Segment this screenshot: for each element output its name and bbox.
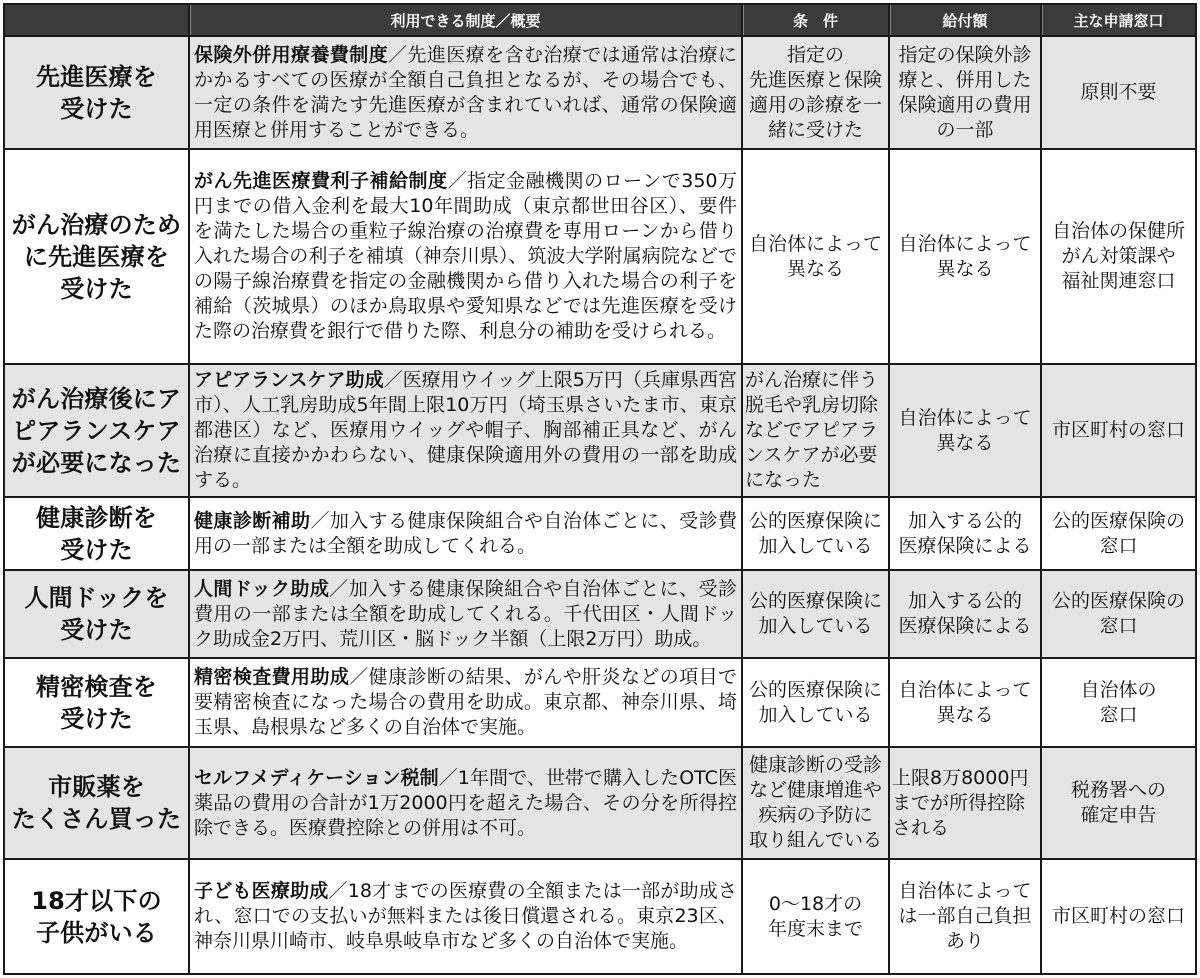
program-summary: ／健康診断の結果、がんや肝炎などの項目で要精密検査になった場合の費用を助成。東京都、神奈川県、埼玉県、島根県など多くの自治体で実施。	[194, 666, 737, 738]
office-cell	[1042, 498, 1195, 569]
benefits-table	[3, 3, 1197, 975]
condition-cell	[743, 748, 888, 858]
situation-cell	[5, 150, 188, 363]
condition-text: 健康診断の受診 など健康増進や 疾病の予防に 取り組んでいる	[748, 754, 882, 851]
benefit-text: 自治体によって 異なる	[898, 232, 1032, 280]
situation-label: 精密検査を 受けた	[36, 672, 157, 733]
program-summary: ／指定金融機関のローンで350万円までの借入金利を最大10年間助成（東京都世田谷区）、要件を満たした場合の重粒子線治療の治療費を専用ローンから借り入れた場合の利子を補填（神奈川県）、筑波大学附属病院などでの陽子線治療費を指定の金融機関から借り入れた場合の利子を補給（茨城県）のほか鳥取県や愛知県などでは先進医療を受けた際の治療費を銀行で借りた際、利息分の補助を受けられる。	[194, 170, 737, 342]
program-cell	[190, 748, 741, 858]
condition-text: 公的医療保険に 加入している	[748, 590, 882, 637]
situation-label: 先進医療を 受けた	[36, 62, 157, 123]
office-cell	[1042, 659, 1195, 746]
situation-cell	[5, 571, 188, 657]
program-cell	[190, 571, 741, 657]
condition-text: がん治療に伴う 脱毛や乳房切除 などでアピアラ ンスケアが必要 になった	[745, 369, 879, 491]
situation-cell	[5, 498, 188, 569]
condition-text: 公的医療保険に 加入している	[748, 678, 882, 726]
program-summary: ／18才までの医療費の全額または一部が助成され、窓口での支払いが無料または後日償還される。東京23区、神奈川県川崎市、岐阜県岐阜市など多くの自治体で実施。	[194, 880, 737, 952]
header-program: 利用できる制度／概要	[190, 5, 741, 35]
program-cell	[190, 365, 741, 496]
program-summary: ／医療用ウイッグ上限5万円（兵庫県西宮市）、人工乳房助成5年間上限10万円（埼玉県さいたま市、東京都港区）など、医療用ウイッグや帽子、胸部補正具など、がん治療に直接かかわらない、健康保険適用外の費用の一部を助成する。	[194, 369, 738, 491]
condition-cell	[743, 571, 888, 657]
program-title: 精密検査費用助成	[194, 666, 350, 688]
situation-cell	[5, 659, 188, 746]
benefit-cell	[890, 659, 1040, 746]
benefit-cell	[890, 150, 1040, 363]
office-text: 市区町村の窓口	[1051, 905, 1185, 927]
program-title: セルフメディケーション税制	[194, 766, 439, 789]
situation-label: がん治療後にア ピアランスケア が必要になった	[11, 384, 182, 477]
office-cell	[1042, 860, 1195, 973]
office-text: 自治体の保健所 がん対策課や 福祉関連窓口	[1051, 220, 1185, 292]
office-text: 税務署への 確定申告	[1070, 779, 1166, 826]
benefit-text: 加入する公的 医療保険による	[898, 590, 1032, 637]
benefit-text: 自治体によって は一部自己負担 あり	[898, 880, 1032, 952]
program-cell	[190, 860, 741, 973]
situation-cell	[5, 748, 188, 858]
office-text: 自治体の 窓口	[1080, 678, 1157, 726]
benefit-text: 自治体によって 異なる	[898, 406, 1032, 454]
situation-label: 18才以下の 子供がいる	[31, 886, 162, 947]
benefit-text: 加入する公的 医療保険による	[898, 509, 1032, 557]
situation-cell	[5, 37, 188, 148]
program-cell	[190, 150, 741, 363]
office-cell	[1042, 365, 1195, 496]
condition-text: 指定の 先進医療と保険 適用の診療を一 緒に受けた	[748, 43, 882, 141]
office-text: 原則不要	[1080, 81, 1157, 103]
condition-text: 自治体によって 異なる	[748, 232, 882, 280]
condition-cell	[743, 37, 888, 148]
situation-label: 人間ドックを 受けた	[24, 584, 169, 644]
program-summary: ／加入する健康保険組合や自治体ごとに、受診費用の一部または全額を助成してくれる。	[194, 509, 737, 557]
benefit-cell	[890, 498, 1040, 569]
program-summary: ／先進医療を含む治療では通常は治療にかかるすべての医療が全額自己負担となるが、その場合でも、一定の条件を満たす先進医療が含まれていれば、通常の保険適用医療と併用することができる。	[194, 43, 737, 141]
benefit-cell	[890, 571, 1040, 657]
benefit-cell	[890, 748, 1040, 858]
program-summary: ／加入する健康保険組合や自治体ごとに、受診費用の一部または全額を助成してくれる。千代田区・人間ドック助成金2万円、荒川区・脳ドック半額（上限2万円）助成。	[194, 577, 737, 650]
benefit-text: 指定の保険外診 療と、併用した 保険適用の費用 の一部	[898, 43, 1032, 141]
condition-cell	[743, 365, 888, 496]
program-cell	[190, 37, 741, 148]
benefit-text: 上限8万8000円 までが所得控除 される	[892, 766, 1029, 839]
header-situation-cell	[5, 5, 188, 35]
condition-cell	[743, 150, 888, 363]
situation-cell	[5, 365, 188, 496]
benefit-cell	[890, 37, 1040, 148]
situation-cell	[5, 860, 188, 973]
office-text: 公的医療保険の 窓口	[1051, 509, 1185, 557]
condition-text: 0〜18才の 年度末まで	[767, 892, 863, 940]
header-benefit: 給付額	[890, 5, 1040, 35]
program-title: がん先進医療費利子補給制度	[194, 170, 448, 192]
office-cell	[1042, 37, 1195, 148]
condition-cell	[743, 659, 888, 746]
program-title: 健康診断補助	[194, 509, 311, 532]
header-office: 主な申請窓口	[1042, 5, 1195, 35]
program-cell	[190, 659, 741, 746]
situation-label: 健康診断を 受けた	[36, 503, 157, 564]
office-text: 市区町村の窓口	[1051, 419, 1185, 441]
condition-cell	[743, 498, 888, 569]
program-title: 保険外併用療養費制度	[194, 43, 389, 66]
program-title: 人間ドック助成	[194, 577, 330, 600]
benefit-cell	[890, 860, 1040, 973]
benefit-cell	[890, 365, 1040, 496]
office-cell	[1042, 571, 1195, 657]
benefit-text: 自治体によって 異なる	[898, 678, 1032, 726]
program-cell	[190, 498, 741, 569]
program-title: 子ども医療助成	[194, 880, 329, 902]
condition-text: 公的医療保険に 加入している	[748, 509, 882, 557]
condition-cell	[743, 860, 888, 973]
office-text: 公的医療保険の 窓口	[1051, 590, 1185, 637]
program-summary: ／1年間で、世帯で購入したOTC医薬品の費用の合計が1万2000円を超えた場合、その分を所得控除できる。医療費控除との併用は不可。	[194, 766, 737, 839]
office-cell	[1042, 150, 1195, 363]
office-cell	[1042, 748, 1195, 858]
situation-label: がん治療のため に先進医療を 受けた	[11, 210, 182, 303]
header-condition: 条 件	[743, 5, 888, 35]
situation-label: 市販薬を たくさん買った	[11, 773, 182, 833]
program-title: アピアランスケア助成	[194, 369, 384, 391]
